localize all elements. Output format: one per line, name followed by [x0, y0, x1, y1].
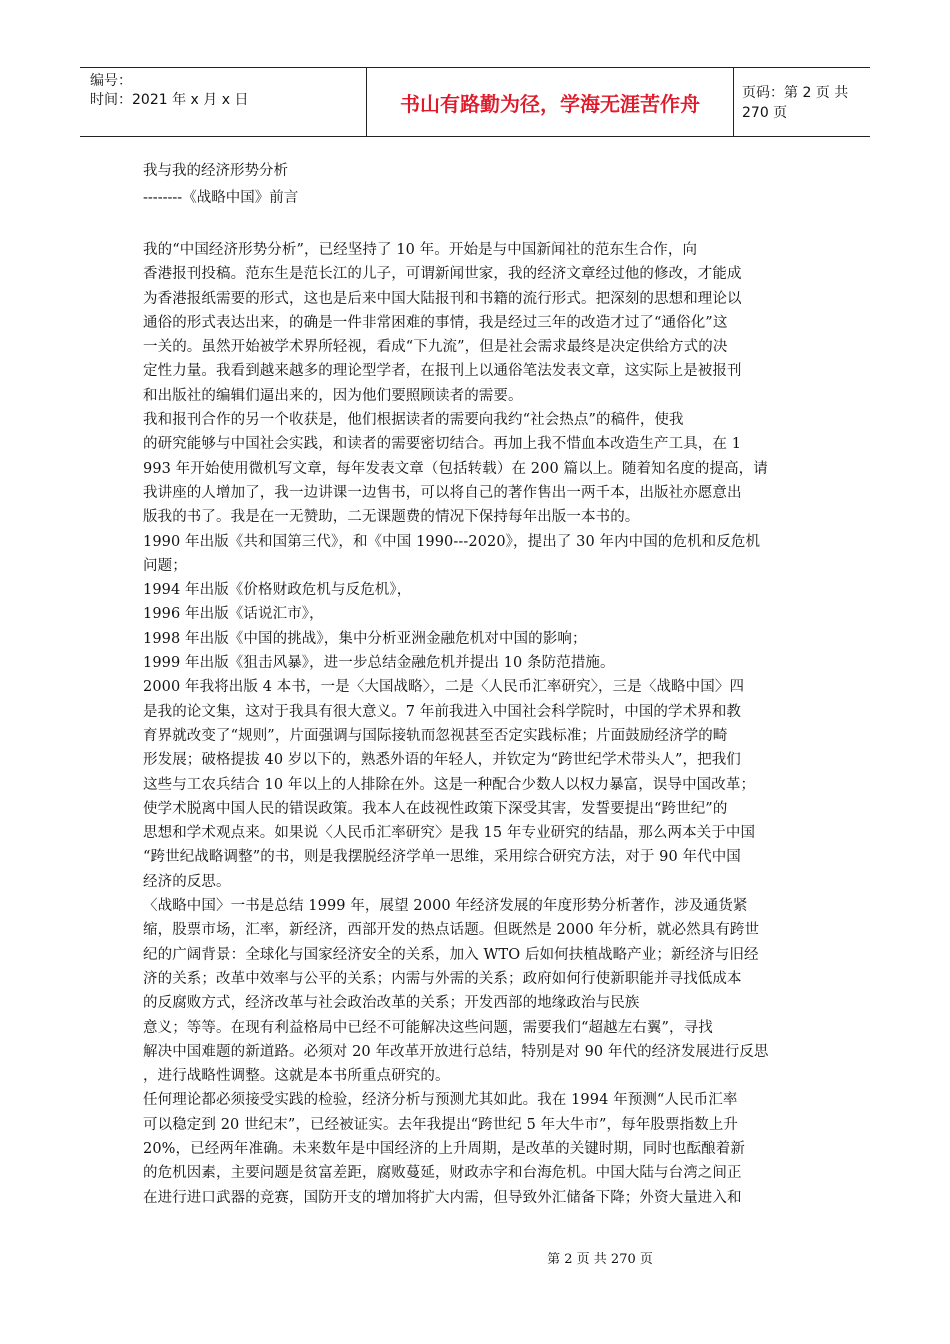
text-line: 使学术脱离中国人民的错误政策。我本人在歧视性政策下深受其害，发誓要提出“跨世纪”的 [143, 800, 728, 817]
text-line: 我的“中国经济形势分析”，已经坚持了 10 年。开始是与中国新闻社的范东生合作，向 [143, 242, 698, 258]
text-line: 一关的。虽然开始被学术界所轻视，看成“下九流”，但是社会需求最终是决定供给方式的决 [143, 339, 728, 356]
text-line: 我和报刊合作的另一个收获是，他们根据读者的需要向我约“社会热点”的稿件，使我 [143, 412, 684, 429]
text-line: ，进行战略性调整。这就是本书所重点研究的。 [143, 1068, 450, 1085]
text-line: 济的关系；改革中效率与公平的关系；内需与外需的关系；政府如何行使新职能并寻找低成本 [143, 970, 742, 987]
text-line: 问题； [143, 557, 187, 574]
text-line: 这些与工农兵结合 10 年以上的人排除在外。这是一种配合少数人以权力暴富，误导中国改革； [143, 776, 756, 793]
text-line: 纪的广阔背景：全球化与国家经济安全的关系，加入 WTO 后如何扶植战略产业；新经济与旧经 [143, 946, 759, 963]
article-title: 我与我的经济形势分析 [143, 163, 288, 179]
text-line: 版我的书了。我是在一无赞助，二无课题费的情况下保持每年出版一本书的。 [143, 509, 640, 526]
text-line: 在进行进口武器的竞赛，国防开支的增加将扩大内需，但导致外汇储备下降；外资大量进入和 [143, 1189, 742, 1206]
text-line: 定性力量。我看到越来越多的理论型学者，在报刊上以通俗笔法发表文章，这实际上是被报刊 [143, 363, 742, 380]
text-line: 形发展；破格提拔 40 岁以下的，熟悉外语的年轻人，并钦定为“跨世纪学术带头人”，把我们 [143, 752, 741, 769]
text-line: 2000 年我将出版 4 本书，一是〈大国战略〉，二是〈人民币汇率研究〉，三是〈战略中国〉四 [143, 679, 745, 696]
text-line: 育界就改变了“规则”，片面强调与国际接轨而忽视甚至否定实践标准；片面鼓励经济学的畸 [143, 727, 728, 744]
text-line: 993 年开始使用微机写文章，每年发表文章（包括转载）在 200 篇以上。随着知名度的提高，请 [143, 460, 768, 477]
page-footer: 第 2 页 共 270 页 [547, 1252, 653, 1267]
text-line: 任何理论都必须接受实践的检验，经济分析与预测尤其如此。我在 1994 年预测“人民币汇率 [143, 1092, 738, 1109]
text-line: 1990 年出版《共和国第三代》，和《中国 1990---2020》，提出了 30 年内中国的危机和反危机 [143, 533, 761, 550]
header-page-info: 页码：第 2 页 共 270 页 [742, 85, 849, 121]
text-line: “跨世纪战略调整”的书，则是我摆脱经济学单一思维，采用综合研究方法，对于 90 年代中国 [143, 849, 741, 866]
text-line: 缩，股票市场，汇率，新经济，西部开发的热点话题。但既然是 2000 年分析，就必然具有跨世 [143, 922, 760, 939]
text-line: 1994 年出版《价格财政危机与反危机》， [143, 582, 412, 599]
text-line: 思想和学术观点来。如果说〈人民币汇率研究〉是我 15 年专业研究的结晶，那么两本关于中国 [143, 825, 756, 842]
header-meta [90, 72, 280, 110]
text-line: 20%，已经两年准确。未来数年是中国经济的上升周期，是改革的关键时期，同时也酝酿着新 [143, 1140, 745, 1157]
text-line: 意义；等等。在现有利益格局中已经不可能解决这些问题，需要我们“超越左右翼”，寻找 [143, 1019, 713, 1036]
header-motto: 书山有路勤为径，学海无涯苦作舟 [366, 68, 734, 136]
text-line: 1996 年出版《话说汇市》， [143, 606, 324, 623]
article-body [143, 158, 843, 1210]
code-label: 编号： [90, 73, 132, 89]
article-lines [143, 238, 843, 1210]
text-line: 解决中国难题的新道路。必须对 20 年改革开放进行总结，特别是对 90 年代的经济发展进行反思 [143, 1043, 769, 1060]
text-line: 〈战略中国〉一书是总结 1999 年，展望 2000 年经济发展的年度形势分析著作，涉及通货紧 [143, 898, 748, 915]
text-line: 为香港报纸需要的形式，这也是后来中国大陆报刊和书籍的流行形式。把深刻的思想和理论以 [143, 290, 742, 307]
text-line: 可以稳定到 20 世纪末”，已经被证实。去年我提出“跨世纪 5 年大牛市”，每年股票指数上升 [143, 1116, 738, 1133]
time-label: 时间：2021 年 x 月 x 日 [90, 92, 249, 108]
text-line: 通俗的形式表达出来，的确是一件非常困难的事情，我是经过三年的改造才过了“通俗化”这 [143, 314, 728, 331]
text-line: 的反腐败方式，经济改革与社会政治改革的关系；开发西部的地缘政治与民族 [143, 995, 640, 1012]
text-line: 香港报刊投稿。范东生是范长江的儿子，可谓新闻世家，我的经济文章经过他的修改，才能成 [143, 266, 742, 283]
text-line: 1998 年出版《中国的挑战》，集中分析亚洲金融危机对中国的影响； [143, 630, 587, 647]
text-line: 1999 年出版《狙击风暴》，进一步总结金融危机并提出 10 条防范措施。 [143, 655, 615, 672]
text-line: 的危机因素，主要问题是贫富差距，腐败蔓延，财政赤字和台海危机。中国大陆与台湾之间正 [143, 1165, 742, 1182]
text-line: 我讲座的人增加了，我一边讲课一边售书，可以将自己的著作售出一两千本，出版社亦愿意出 [143, 484, 742, 501]
text-line: 和出版社的编辑们逼出来的，因为他们要照顾读者的需要。 [143, 387, 523, 404]
text-line: 是我的论文集，这对于我具有很大意义。7 年前我进入中国社会科学院时，中国的学术界和教 [143, 703, 742, 720]
text-line: 经济的反思。 [143, 873, 231, 890]
page-header [80, 67, 870, 137]
article-subtitle: --------《战略中国》前言 [143, 190, 299, 206]
text-line: 的研究能够与中国社会实践，和读者的需要密切结合。再加上我不惜血本改造生产工具，在 1 [143, 436, 742, 453]
